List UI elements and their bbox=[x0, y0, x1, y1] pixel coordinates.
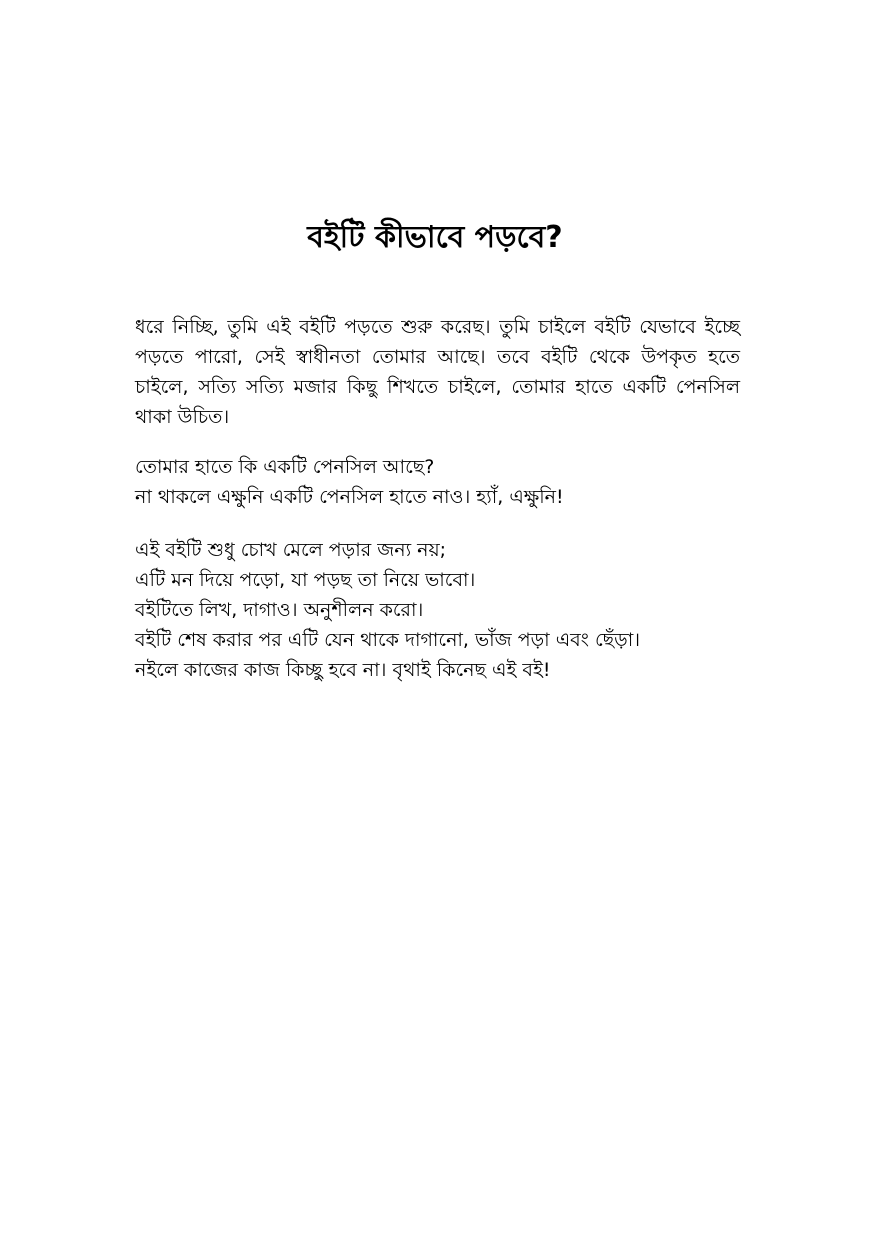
intro-paragraph: ধরে নিচ্ছি, তুমি এই বইটি পড়তে শুরু করেছ। তুমি চাইলে বইটি যেভাবে ইচ্ছে পড়তে পারো, সেই স্বাধীনতা তোমার আছে। তবে বইটি থেকে উপকৃত হতে চাইলে, সত্যি সত্যি মজার কিছু শিখতে চাইলে, তোমার হাতে একটি পেনসিল থাকা উচিত। bbox=[135, 316, 740, 428]
page-title: বইটি কীভাবে পড়বে? bbox=[307, 220, 563, 255]
instructions-section bbox=[135, 535, 740, 685]
instruction-line: এটি মন দিয়ে পড়ো, যা পড়ছ তা নিয়ে ভাবো। bbox=[135, 569, 476, 591]
pencil-instruction-line: না থাকলে এক্ষুনি একটি পেনসিল হাতে নাও। হ্যাঁ, এক্ষুনি! bbox=[135, 486, 564, 508]
instruction-line: বইটি শেষ করার পর এটি যেন থাকে দাগানো, ভাঁজ পড়া এবং ছেঁড়া। bbox=[135, 629, 641, 651]
instruction-line: নইলে কাজের কাজ কিচ্ছু হবে না। বৃথাই কিনেছ এই বই! bbox=[135, 659, 551, 681]
instruction-line: বইটিতে লিখ, দাগাও। অনুশীলন করো। bbox=[135, 599, 424, 621]
pencil-question-line: তোমার হাতে কি একটি পেনসিল আছে? bbox=[135, 456, 435, 478]
pencil-section bbox=[135, 452, 740, 512]
instruction-line: এই বইটি শুধু চোখ মেলে পড়ার জন্য নয়; bbox=[135, 539, 447, 561]
intro-section bbox=[135, 312, 740, 432]
